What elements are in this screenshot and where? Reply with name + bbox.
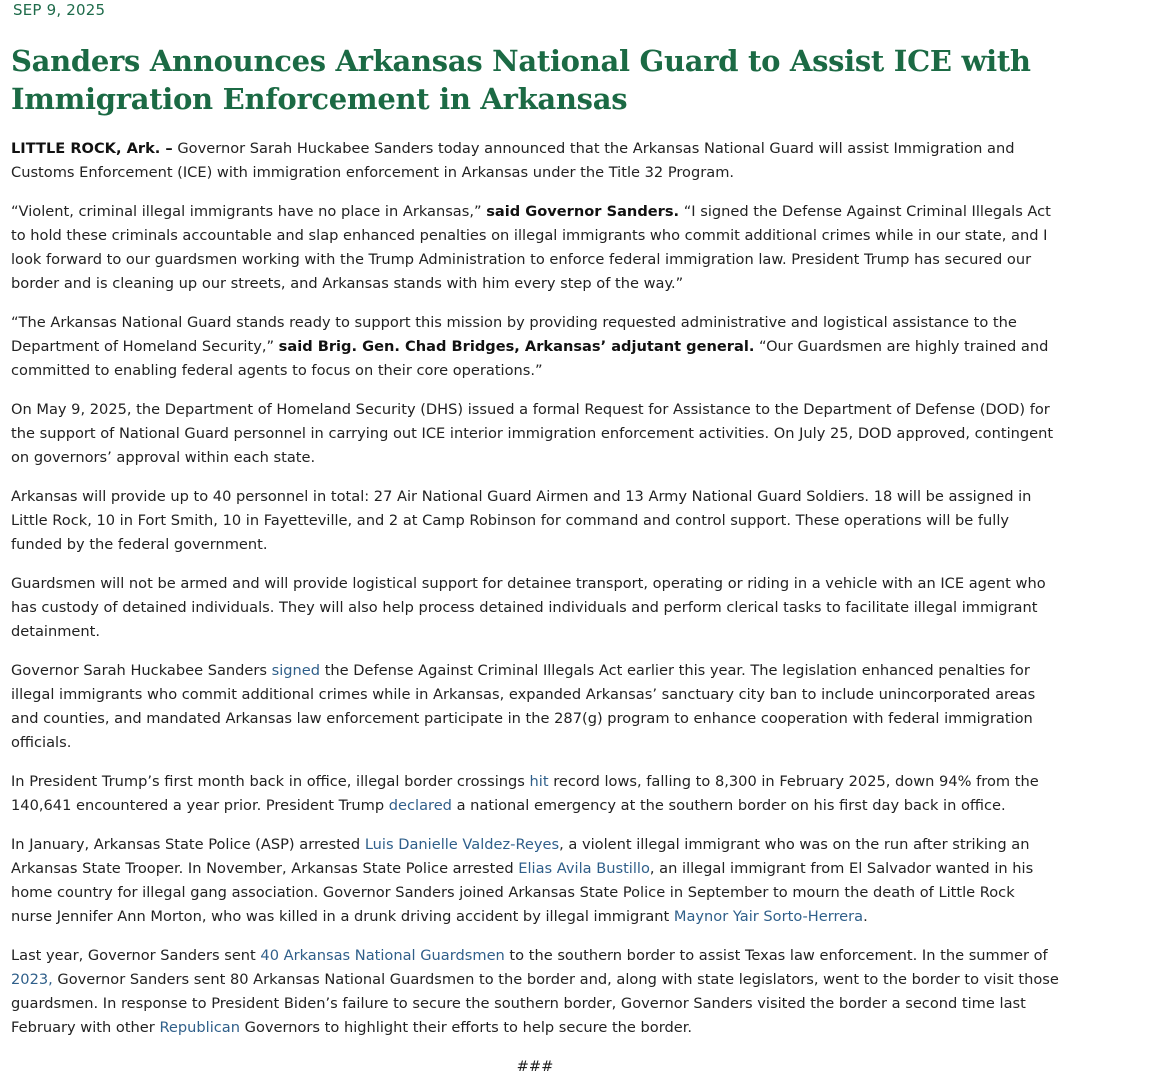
quote-attribution: said Brig. Gen. Chad Bridges, Arkansas’ adjutant general. bbox=[278, 338, 755, 355]
link-hit[interactable]: hit bbox=[529, 773, 549, 790]
link-republican[interactable]: Republican bbox=[159, 1019, 241, 1036]
paragraph-governor-quote: “Violent, criminal illegal immigrants have no place in Arkansas,” said Governor Sanders. “I signed the Defense Against Criminal Illegals Act to hold these criminals accountable and slap enhanced penalties on illegal immigrants who commit additional crimes while in our state, and I look forward to our guardsmen working with the Trump Administration to enforce federal immigration law. President Trump has secured our border and is cleaning up our streets, and Arkansas stands with him every step of the way.” bbox=[11, 203, 1051, 292]
article-body bbox=[11, 137, 1059, 1079]
end-mark: ### bbox=[516, 1058, 554, 1075]
link-avila-bustillo[interactable]: Elias Avila Bustillo bbox=[518, 860, 650, 877]
paragraph-legislation: Governor Sarah Huckabee Sanders signed the Defense Against Criminal Illegals Act earlier this year. The legislation enhanced penalties for illegal immigrants who commit additional crimes while in Arkansas, expanded Arkansas’ sanctuary city ban to include unincorporated areas and counties, and mandated Arkansas law enforcement participate in the 287(g) program to enhance cooperation with federal immigration officials. bbox=[11, 662, 1036, 751]
link-valdez-reyes[interactable]: Luis Danielle Valdez-Reyes bbox=[364, 836, 560, 853]
paragraph-arrests: In January, Arkansas State Police (ASP) arrested Luis Danielle Valdez-Reyes, a violent illegal immigrant who was on the run after striking an Arkansas State Trooper. In November, Arkansas State Police arrested Elias Avila Bustillo, an illegal immigrant from El Salvador wanted in his home country for illegal gang association. Governor Sanders joined Arkansas State Police in September to mourn the death of Little Rock nurse Jennifer Ann Morton, who was killed in a drunk driving accident by illegal immigrant Maynor Yair Sorto-Herrera. bbox=[11, 836, 1034, 925]
paragraph-dhs-request: On May 9, 2025, the Department of Homeland Security (DHS) issued a formal Request for Assistance to the Department of Defense (DOD) for the support of National Guard personnel in carrying out ICE interior immigration enforcement activities. On July 25, DOD approved, contingent on governors’ approval within each state. bbox=[11, 401, 1054, 466]
paragraph-duties: Guardsmen will not be armed and will provide logistical support for detainee transport, operating or riding in a vehicle with an ICE agent who has custody of detained individuals. They will also help process detained individuals and perform clerical tasks to facilitate illegal immigrant detainment. bbox=[11, 575, 1046, 640]
paragraph-border-crossings: In President Trump’s first month back in office, illegal border crossings hit record lows, falling to 8,300 in February 2025, down 94% from the 140,641 encountered a year prior. President Trump declared a national emergency at the southern border on his first day back in office. bbox=[11, 773, 1039, 814]
paragraph-intro: LITTLE ROCK, Ark. – Governor Sarah Huckabee Sanders today announced that the Arkansas National Guard will assist Immigration and Customs Enforcement (ICE) with immigration enforcement in Arkansas under the Title 32 Program. bbox=[11, 140, 1015, 181]
link-signed[interactable]: signed bbox=[271, 662, 321, 679]
paragraph-guard-quote: “The Arkansas National Guard stands ready to support this mission by providing requested administrative and logistical assistance to the Department of Homeland Security,” said Brig. Gen. Chad Bridges, Arkansas’ adjutant general. “Our Guardsmen are highly trained and committed to enabling federal agents to focus on their core operations.” bbox=[11, 314, 1049, 379]
paragraph-personnel: Arkansas will provide up to 40 personnel in total: 27 Air National Guard Airmen and 13 Army National Guard Soldiers. 18 will be assigned in Little Rock, 10 in Fort Smith, 10 in Fayetteville, and 2 at Camp Robinson for command and control support. These operations will be fully funded by the federal government. bbox=[11, 488, 1032, 553]
link-declared[interactable]: declared bbox=[388, 797, 452, 814]
link-sorto-herrera[interactable]: Maynor Yair Sorto-Herrera bbox=[673, 908, 864, 925]
quote-attribution: said Governor Sanders. bbox=[486, 203, 680, 220]
link-40-guardsmen[interactable]: 40 Arkansas National Guardsmen bbox=[260, 947, 505, 964]
paragraph-guardsmen-border: Last year, Governor Sanders sent 40 Arkansas National Guardsmen to the southern border to assist Texas law enforcement. In the summer of 2023, Governor Sanders sent 80 Arkansas National Guardsmen to the border and, along with state legislators, went to the border to visit those guardsmen. In response to President Biden’s failure to secure the southern border, Governor Sanders visited the border a second time last February with other Republican Governors to highlight their efforts to help secure the border. bbox=[11, 947, 1059, 1036]
article-date: SEP 9, 2025 bbox=[13, 1, 106, 19]
link-2023[interactable]: 2023, bbox=[11, 971, 53, 988]
dateline: LITTLE ROCK, Ark. – bbox=[11, 140, 173, 157]
article-title: Sanders Announces Arkansas National Guard to Assist ICE with Immigration Enforcement in Arkansas bbox=[11, 44, 1031, 116]
